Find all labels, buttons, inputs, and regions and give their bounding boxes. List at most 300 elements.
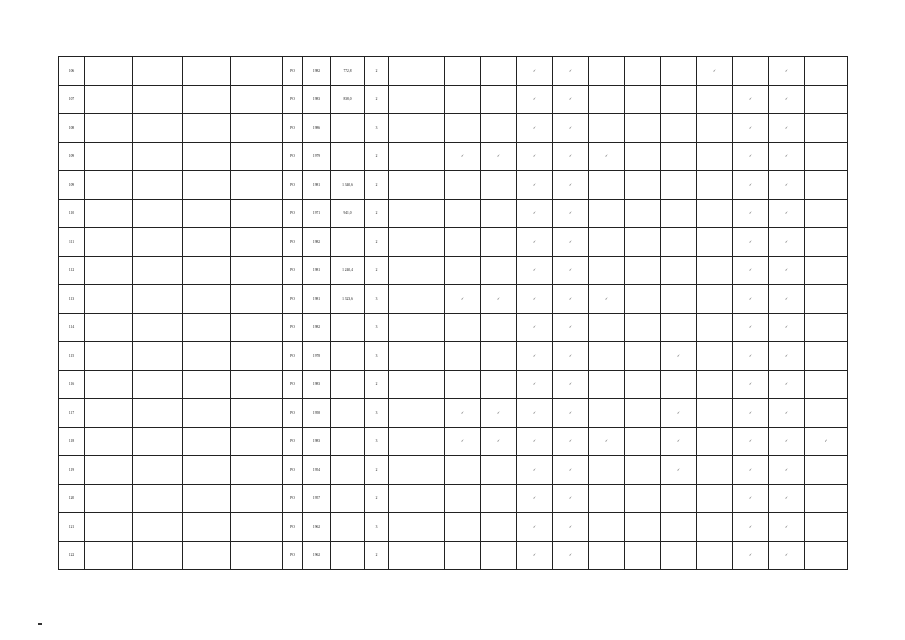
empty-check-cell xyxy=(805,399,848,428)
year-cell: 1981 xyxy=(303,171,331,200)
check-mark-icon: ✓ xyxy=(445,399,481,428)
district-cell xyxy=(85,399,133,428)
check-mark-icon: ✓ xyxy=(769,370,805,399)
check-mark-icon: ✓ xyxy=(517,484,553,513)
row-number: 109 xyxy=(59,142,85,171)
area-cell xyxy=(331,427,365,456)
empty-check-cell xyxy=(445,57,481,86)
empty-check-cell xyxy=(445,114,481,143)
check-mark-icon: ✓ xyxy=(517,313,553,342)
empty-check-cell xyxy=(625,85,661,114)
empty-check-cell xyxy=(805,85,848,114)
empty-check-cell xyxy=(697,285,733,314)
units-cell: 2 xyxy=(365,57,389,86)
district-cell xyxy=(85,484,133,513)
check-mark-icon: ✓ xyxy=(589,285,625,314)
owner-cell xyxy=(133,399,183,428)
empty-check-cell xyxy=(697,484,733,513)
empty-check-cell xyxy=(661,57,697,86)
address-cell xyxy=(183,456,231,485)
works-cell xyxy=(389,114,445,143)
empty-check-cell xyxy=(589,399,625,428)
empty-check-cell xyxy=(697,513,733,542)
table-body xyxy=(59,57,848,570)
district-cell xyxy=(85,513,133,542)
district-cell xyxy=(85,541,133,570)
building-id-cell xyxy=(231,456,283,485)
empty-check-cell xyxy=(697,171,733,200)
empty-check-cell xyxy=(589,57,625,86)
address-cell xyxy=(183,114,231,143)
empty-check-cell xyxy=(661,313,697,342)
check-mark-icon: ✓ xyxy=(733,142,769,171)
units-cell: 3 xyxy=(365,399,389,428)
address-cell xyxy=(183,342,231,371)
empty-check-cell xyxy=(805,171,848,200)
empty-check-cell xyxy=(481,513,517,542)
type-cell: РО xyxy=(283,427,303,456)
district-cell xyxy=(85,285,133,314)
check-mark-icon: ✓ xyxy=(481,399,517,428)
check-mark-icon: ✓ xyxy=(517,114,553,143)
empty-check-cell xyxy=(589,199,625,228)
check-mark-icon: ✓ xyxy=(733,313,769,342)
address-cell xyxy=(183,541,231,570)
type-cell: РО xyxy=(283,114,303,143)
check-mark-icon: ✓ xyxy=(553,313,589,342)
owner-cell xyxy=(133,228,183,257)
empty-check-cell xyxy=(445,85,481,114)
row-number: 111 xyxy=(59,228,85,257)
empty-check-cell xyxy=(445,313,481,342)
building-id-cell xyxy=(231,199,283,228)
check-mark-icon: ✓ xyxy=(733,541,769,570)
empty-check-cell xyxy=(589,228,625,257)
district-cell xyxy=(85,313,133,342)
check-mark-icon: ✓ xyxy=(769,228,805,257)
empty-check-cell xyxy=(625,399,661,428)
check-mark-icon: ✓ xyxy=(553,114,589,143)
check-mark-icon: ✓ xyxy=(733,484,769,513)
table-row xyxy=(59,342,848,371)
check-mark-icon: ✓ xyxy=(769,313,805,342)
type-cell: РО xyxy=(283,370,303,399)
empty-check-cell xyxy=(481,171,517,200)
empty-check-cell xyxy=(697,370,733,399)
area-cell xyxy=(331,142,365,171)
check-mark-icon: ✓ xyxy=(661,399,697,428)
year-cell: 1983 xyxy=(303,370,331,399)
check-mark-icon: ✓ xyxy=(481,142,517,171)
empty-check-cell xyxy=(697,427,733,456)
type-cell: РО xyxy=(283,285,303,314)
works-cell xyxy=(389,313,445,342)
row-number: 118 xyxy=(59,427,85,456)
area-cell: 838,0 xyxy=(331,85,365,114)
check-mark-icon: ✓ xyxy=(769,171,805,200)
check-mark-icon: ✓ xyxy=(517,256,553,285)
district-cell xyxy=(85,456,133,485)
table-row xyxy=(59,256,848,285)
empty-check-cell xyxy=(661,513,697,542)
area-cell: 1 323,6 xyxy=(331,285,365,314)
works-cell xyxy=(389,399,445,428)
area-cell: 1 240,4 xyxy=(331,256,365,285)
works-cell xyxy=(389,513,445,542)
row-number: 113 xyxy=(59,285,85,314)
address-cell xyxy=(183,427,231,456)
table-row xyxy=(59,456,848,485)
row-number: 106 xyxy=(59,57,85,86)
check-mark-icon: ✓ xyxy=(769,456,805,485)
district-cell xyxy=(85,342,133,371)
empty-check-cell xyxy=(589,370,625,399)
owner-cell xyxy=(133,114,183,143)
check-mark-icon: ✓ xyxy=(589,427,625,456)
check-mark-icon: ✓ xyxy=(553,456,589,485)
check-mark-icon: ✓ xyxy=(517,228,553,257)
empty-check-cell xyxy=(805,256,848,285)
district-cell xyxy=(85,228,133,257)
row-number: 120 xyxy=(59,484,85,513)
empty-check-cell xyxy=(481,85,517,114)
units-cell: 2 xyxy=(365,142,389,171)
district-cell xyxy=(85,171,133,200)
table-row xyxy=(59,171,848,200)
empty-check-cell xyxy=(697,199,733,228)
empty-check-cell xyxy=(481,484,517,513)
empty-check-cell xyxy=(625,342,661,371)
empty-check-cell xyxy=(481,256,517,285)
table-row xyxy=(59,57,848,86)
units-cell: 2 xyxy=(365,85,389,114)
works-cell xyxy=(389,427,445,456)
building-id-cell xyxy=(231,171,283,200)
type-cell: РО xyxy=(283,399,303,428)
owner-cell xyxy=(133,342,183,371)
check-mark-icon: ✓ xyxy=(553,256,589,285)
check-mark-icon: ✓ xyxy=(661,342,697,371)
empty-check-cell xyxy=(625,513,661,542)
check-mark-icon: ✓ xyxy=(553,171,589,200)
district-cell xyxy=(85,142,133,171)
empty-check-cell xyxy=(697,228,733,257)
empty-check-cell xyxy=(481,228,517,257)
building-id-cell xyxy=(231,541,283,570)
building-id-cell xyxy=(231,342,283,371)
area-cell xyxy=(331,228,365,257)
empty-check-cell xyxy=(661,142,697,171)
works-cell xyxy=(389,171,445,200)
owner-cell xyxy=(133,285,183,314)
owner-cell xyxy=(133,456,183,485)
area-cell xyxy=(331,114,365,143)
address-cell xyxy=(183,228,231,257)
table-row xyxy=(59,427,848,456)
address-cell xyxy=(183,256,231,285)
area-cell xyxy=(331,456,365,485)
year-cell: 1971 xyxy=(303,199,331,228)
owner-cell xyxy=(133,370,183,399)
building-id-cell xyxy=(231,513,283,542)
owner-cell xyxy=(133,513,183,542)
empty-check-cell xyxy=(589,541,625,570)
empty-check-cell xyxy=(481,57,517,86)
check-mark-icon: ✓ xyxy=(553,199,589,228)
area-cell xyxy=(331,513,365,542)
building-id-cell xyxy=(231,427,283,456)
year-cell: 1962 xyxy=(303,541,331,570)
empty-check-cell xyxy=(589,85,625,114)
empty-check-cell xyxy=(697,85,733,114)
check-mark-icon: ✓ xyxy=(733,399,769,428)
check-mark-icon: ✓ xyxy=(517,456,553,485)
owner-cell xyxy=(133,85,183,114)
owner-cell xyxy=(133,313,183,342)
empty-check-cell xyxy=(805,313,848,342)
empty-check-cell xyxy=(697,456,733,485)
empty-check-cell xyxy=(805,484,848,513)
check-mark-icon: ✓ xyxy=(517,85,553,114)
type-cell: РО xyxy=(283,57,303,86)
works-cell xyxy=(389,456,445,485)
buildings-register-table xyxy=(58,56,848,570)
check-mark-icon: ✓ xyxy=(553,228,589,257)
empty-check-cell xyxy=(805,513,848,542)
year-cell: 1981 xyxy=(303,256,331,285)
empty-check-cell xyxy=(445,484,481,513)
building-id-cell xyxy=(231,484,283,513)
empty-check-cell xyxy=(481,342,517,371)
year-cell: 1983 xyxy=(303,85,331,114)
check-mark-icon: ✓ xyxy=(769,513,805,542)
type-cell: РО xyxy=(283,456,303,485)
check-mark-icon: ✓ xyxy=(733,85,769,114)
empty-check-cell xyxy=(805,228,848,257)
empty-check-cell xyxy=(625,456,661,485)
empty-check-cell xyxy=(805,199,848,228)
owner-cell xyxy=(133,256,183,285)
check-mark-icon: ✓ xyxy=(733,513,769,542)
empty-check-cell xyxy=(445,370,481,399)
check-mark-icon: ✓ xyxy=(769,399,805,428)
empty-check-cell xyxy=(805,342,848,371)
owner-cell xyxy=(133,427,183,456)
empty-check-cell xyxy=(733,57,769,86)
check-mark-icon: ✓ xyxy=(769,342,805,371)
table-row xyxy=(59,484,848,513)
check-mark-icon: ✓ xyxy=(553,427,589,456)
table-row xyxy=(59,199,848,228)
owner-cell xyxy=(133,171,183,200)
check-mark-icon: ✓ xyxy=(553,285,589,314)
table-row xyxy=(59,142,848,171)
year-cell: 1957 xyxy=(303,484,331,513)
empty-check-cell xyxy=(445,199,481,228)
empty-check-cell xyxy=(661,370,697,399)
empty-check-cell xyxy=(697,313,733,342)
empty-check-cell xyxy=(589,456,625,485)
check-mark-icon: ✓ xyxy=(481,285,517,314)
district-cell xyxy=(85,199,133,228)
empty-check-cell xyxy=(481,541,517,570)
empty-check-cell xyxy=(661,199,697,228)
check-mark-icon: ✓ xyxy=(661,456,697,485)
area-cell: 941,0 xyxy=(331,199,365,228)
check-mark-icon: ✓ xyxy=(481,427,517,456)
empty-check-cell xyxy=(625,541,661,570)
empty-check-cell xyxy=(445,513,481,542)
check-mark-icon: ✓ xyxy=(733,114,769,143)
units-cell: 2 xyxy=(365,541,389,570)
units-cell: 2 xyxy=(365,370,389,399)
row-number: 122 xyxy=(59,541,85,570)
check-mark-icon: ✓ xyxy=(517,199,553,228)
type-cell: РО xyxy=(283,313,303,342)
address-cell xyxy=(183,513,231,542)
empty-check-cell xyxy=(661,114,697,143)
type-cell: РО xyxy=(283,142,303,171)
area-cell xyxy=(331,370,365,399)
check-mark-icon: ✓ xyxy=(445,427,481,456)
empty-check-cell xyxy=(589,114,625,143)
empty-check-cell xyxy=(625,370,661,399)
year-cell: 1982 xyxy=(303,228,331,257)
units-cell: 3 xyxy=(365,313,389,342)
check-mark-icon: ✓ xyxy=(517,427,553,456)
empty-check-cell xyxy=(805,142,848,171)
area-cell xyxy=(331,484,365,513)
check-mark-icon: ✓ xyxy=(553,399,589,428)
building-id-cell xyxy=(231,114,283,143)
type-cell: РО xyxy=(283,85,303,114)
empty-check-cell xyxy=(661,228,697,257)
empty-check-cell xyxy=(445,456,481,485)
owner-cell xyxy=(133,57,183,86)
check-mark-icon: ✓ xyxy=(589,142,625,171)
works-cell xyxy=(389,142,445,171)
check-mark-icon: ✓ xyxy=(517,142,553,171)
works-cell xyxy=(389,228,445,257)
empty-check-cell xyxy=(445,541,481,570)
empty-check-cell xyxy=(625,171,661,200)
building-id-cell xyxy=(231,285,283,314)
owner-cell xyxy=(133,142,183,171)
address-cell xyxy=(183,171,231,200)
type-cell: РО xyxy=(283,342,303,371)
area-cell xyxy=(331,313,365,342)
empty-check-cell xyxy=(697,342,733,371)
empty-check-cell xyxy=(481,114,517,143)
empty-check-cell xyxy=(589,313,625,342)
district-cell xyxy=(85,370,133,399)
address-cell xyxy=(183,142,231,171)
empty-check-cell xyxy=(481,456,517,485)
check-mark-icon: ✓ xyxy=(517,541,553,570)
units-cell: 2 xyxy=(365,228,389,257)
empty-check-cell xyxy=(697,541,733,570)
empty-check-cell xyxy=(589,256,625,285)
row-number: 107 xyxy=(59,85,85,114)
year-cell: 1979 xyxy=(303,142,331,171)
table-row xyxy=(59,228,848,257)
units-cell: 2 xyxy=(365,199,389,228)
check-mark-icon: ✓ xyxy=(733,342,769,371)
owner-cell xyxy=(133,541,183,570)
units-cell: 2 xyxy=(365,256,389,285)
year-cell: 1986 xyxy=(303,114,331,143)
check-mark-icon: ✓ xyxy=(769,484,805,513)
empty-check-cell xyxy=(625,427,661,456)
works-cell xyxy=(389,484,445,513)
table-row xyxy=(59,285,848,314)
type-cell: РО xyxy=(283,541,303,570)
empty-check-cell xyxy=(805,57,848,86)
type-cell: РО xyxy=(283,228,303,257)
address-cell xyxy=(183,370,231,399)
district-cell xyxy=(85,57,133,86)
works-cell xyxy=(389,256,445,285)
year-cell: 1962 xyxy=(303,513,331,542)
empty-check-cell xyxy=(805,370,848,399)
check-mark-icon: ✓ xyxy=(661,427,697,456)
check-mark-icon: ✓ xyxy=(697,57,733,86)
building-id-cell xyxy=(231,57,283,86)
area-cell: 772,8 xyxy=(331,57,365,86)
check-mark-icon: ✓ xyxy=(769,256,805,285)
row-number: 112 xyxy=(59,256,85,285)
works-cell xyxy=(389,199,445,228)
year-cell: 1982 xyxy=(303,57,331,86)
check-mark-icon: ✓ xyxy=(769,285,805,314)
area-cell xyxy=(331,342,365,371)
type-cell: РО xyxy=(283,171,303,200)
check-mark-icon: ✓ xyxy=(769,541,805,570)
works-cell xyxy=(389,370,445,399)
type-cell: РО xyxy=(283,199,303,228)
works-cell xyxy=(389,85,445,114)
building-id-cell xyxy=(231,142,283,171)
building-id-cell xyxy=(231,256,283,285)
row-number: 110 xyxy=(59,199,85,228)
check-mark-icon: ✓ xyxy=(553,513,589,542)
table-row xyxy=(59,541,848,570)
row-number: 109 xyxy=(59,171,85,200)
empty-check-cell xyxy=(589,513,625,542)
empty-check-cell xyxy=(805,541,848,570)
table-row xyxy=(59,513,848,542)
table-row xyxy=(59,370,848,399)
check-mark-icon: ✓ xyxy=(553,142,589,171)
empty-check-cell xyxy=(625,114,661,143)
building-id-cell xyxy=(231,313,283,342)
units-cell: 3 xyxy=(365,114,389,143)
year-cell: 1954 xyxy=(303,456,331,485)
works-cell xyxy=(389,57,445,86)
building-id-cell xyxy=(231,85,283,114)
row-number: 115 xyxy=(59,342,85,371)
empty-check-cell xyxy=(445,342,481,371)
district-cell xyxy=(85,427,133,456)
empty-check-cell xyxy=(445,171,481,200)
row-number: 114 xyxy=(59,313,85,342)
address-cell xyxy=(183,199,231,228)
owner-cell xyxy=(133,484,183,513)
empty-check-cell xyxy=(805,456,848,485)
empty-check-cell xyxy=(697,399,733,428)
table-row xyxy=(59,85,848,114)
empty-check-cell xyxy=(697,114,733,143)
